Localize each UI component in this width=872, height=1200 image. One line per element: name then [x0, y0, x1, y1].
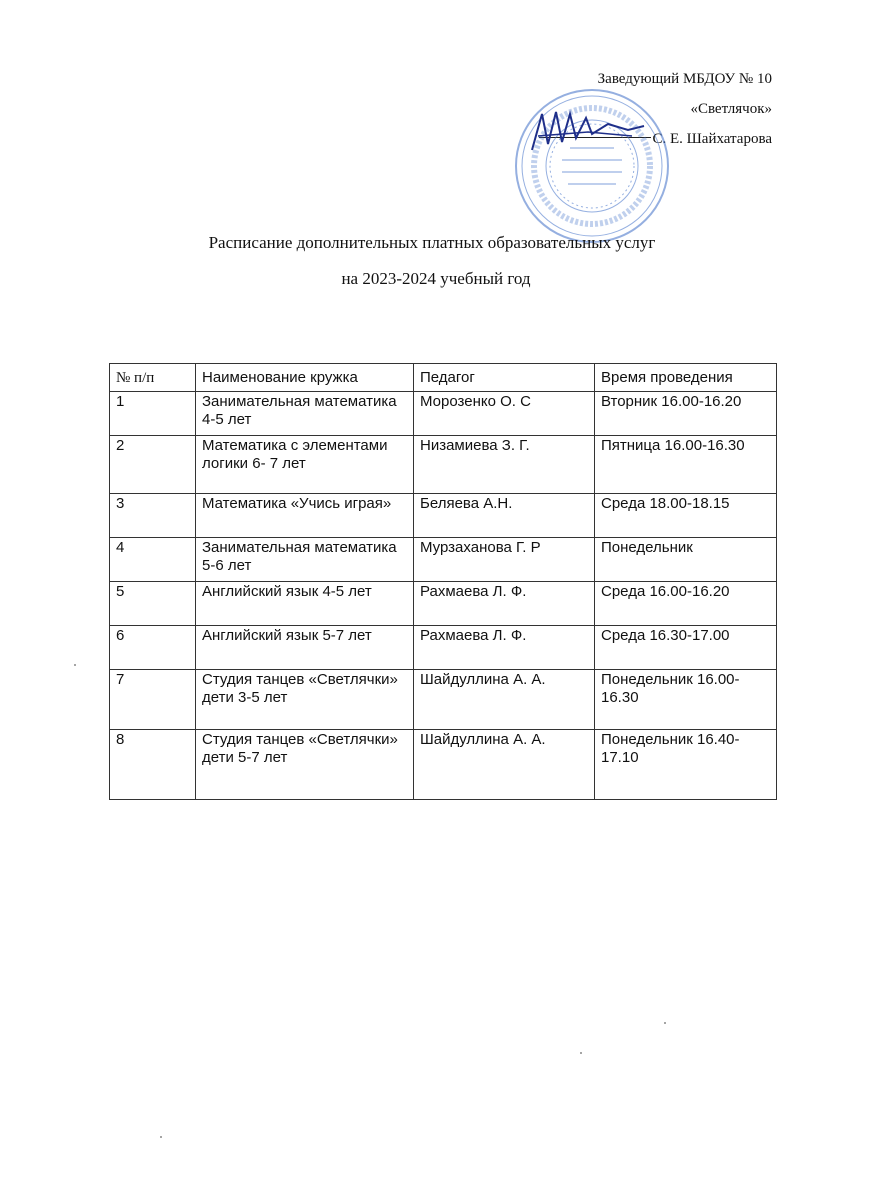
signature-icon: [528, 104, 648, 160]
scan-speck: [664, 1022, 666, 1024]
row-name: Английский язык 5-7 лет: [196, 626, 414, 670]
approval-signatory: С. Е. Шайхатарова: [652, 131, 772, 147]
row-name: Занимательная математика 4-5 лет: [196, 392, 414, 436]
row-time: Среда 18.00-18.15: [595, 494, 777, 538]
table-row: [110, 582, 777, 626]
row-time: Понедельник 16.40-17.10: [595, 730, 777, 800]
table-row: [110, 392, 777, 436]
row-time: Понедельник 16.00-16.30: [595, 670, 777, 730]
row-teacher: Шайдуллина А. А.: [414, 730, 595, 800]
scan-speck: [160, 1136, 162, 1138]
row-time: Пятница 16.00-16.30: [595, 436, 777, 494]
row-name: Математика «Учись играя»: [196, 494, 414, 538]
row-time: Среда 16.30-17.00: [595, 626, 777, 670]
row-number: 8: [110, 730, 196, 800]
table-header-row: [110, 364, 777, 392]
row-number: 6: [110, 626, 196, 670]
header-teacher: Педагог: [414, 364, 595, 392]
table-row: [110, 626, 777, 670]
row-teacher: Рахмаева Л. Ф.: [414, 626, 595, 670]
table-row: [110, 538, 777, 582]
row-number: 7: [110, 670, 196, 730]
row-number: 3: [110, 494, 196, 538]
table-row: [110, 730, 777, 800]
row-time: Вторник 16.00-16.20: [595, 392, 777, 436]
header-number: № п/п: [110, 364, 196, 392]
row-teacher: Рахмаева Л. Ф.: [414, 582, 595, 626]
header-time: Время проведения: [595, 364, 777, 392]
row-name: Занимательная математика 5-6 лет: [196, 538, 414, 582]
approval-position: Заведующий МБДОУ № 10: [597, 71, 772, 87]
table-row: [110, 494, 777, 538]
row-name: Студия танцев «Светлячки» дети 5-7 лет: [196, 730, 414, 800]
row-teacher: Низамиева З. Г.: [414, 436, 595, 494]
row-teacher: Мурзаханова Г. Р: [414, 538, 595, 582]
approval-institution: «Светлячок»: [690, 101, 772, 117]
row-number: 1: [110, 392, 196, 436]
row-time: Среда 16.00-16.20: [595, 582, 777, 626]
row-time: Понедельник: [595, 538, 777, 582]
scan-speck: [74, 664, 76, 666]
document-title: Расписание дополнительных платных образовательных услуг: [208, 233, 656, 252]
scan-speck: [580, 1052, 582, 1054]
header-name: Наименование кружка: [196, 364, 414, 392]
document-subtitle: на 2023-2024 учебный год: [341, 269, 531, 288]
row-number: 4: [110, 538, 196, 582]
row-teacher: Морозенко О. С: [414, 392, 595, 436]
row-teacher: Беляева А.Н.: [414, 494, 595, 538]
row-name: Математика с элементами логики 6- 7 лет: [196, 436, 414, 494]
row-name: Английский язык 4-5 лет: [196, 582, 414, 626]
row-number: 5: [110, 582, 196, 626]
table-row: [110, 436, 777, 494]
row-teacher: Шайдуллина А. А.: [414, 670, 595, 730]
row-number: 2: [110, 436, 196, 494]
row-name: Студия танцев «Светлячки» дети 3-5 лет: [196, 670, 414, 730]
table-row: [110, 670, 777, 730]
schedule-table: [109, 363, 777, 800]
